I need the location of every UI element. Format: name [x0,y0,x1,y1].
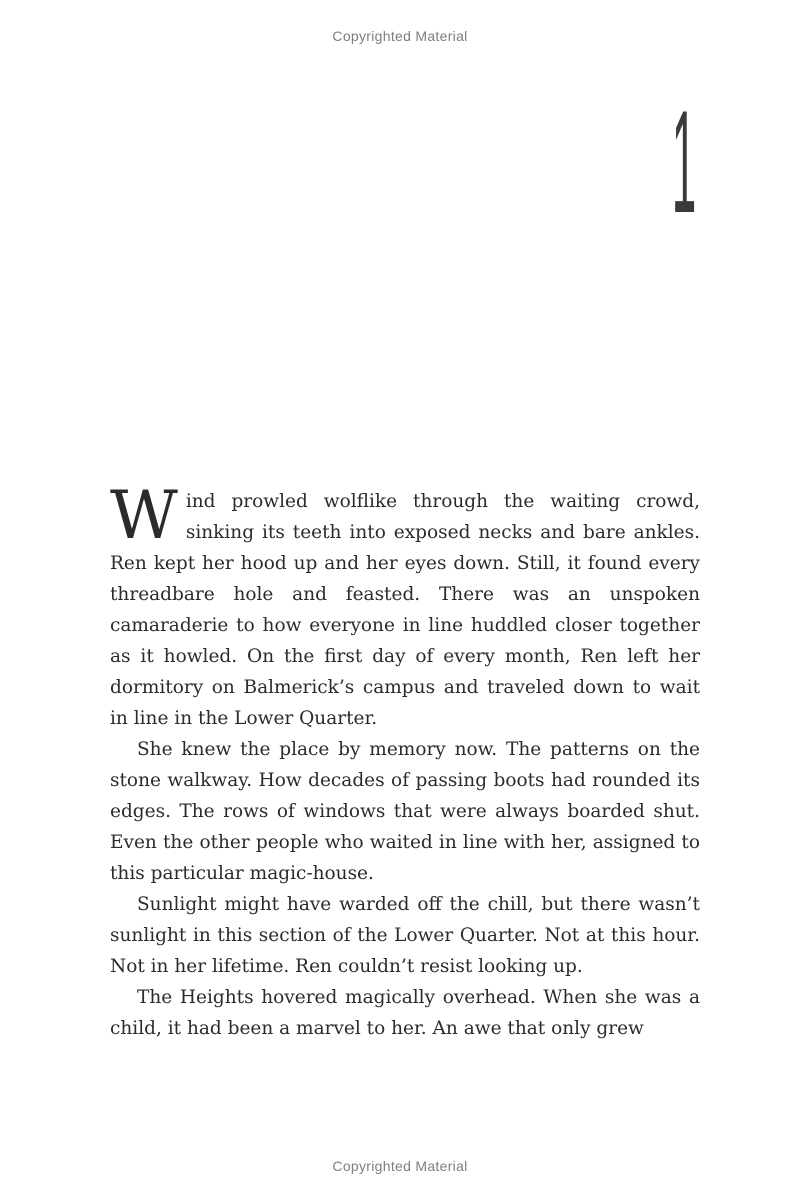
copyright-notice-top: Copyrighted Material [332,28,468,44]
paragraph: The Heights hovered magically overhead. When she was a child, it had been a marvel to her. An awe that only grew [110,987,700,1039]
chapter-body [110,477,700,1044]
opening-paragraph [110,477,700,734]
opening-paragraph-text: ind prowled wolflike through the waiting crowd, sinking its teeth into exposed necks and bare ankles. Ren kept her hood up and her eyes down. Still, it found every threadbare hole and feasted. There was an unspoken camaraderie to how everyone in line huddled closer together as it howled. On the first day of every month, Ren left her dormitory on Balmerick’s campus and traveled down to wait in line in the Lower Quarter. [110,491,700,729]
chapter-number: 1 [671,80,696,243]
copyright-notice-bottom: Copyrighted Material [332,1158,468,1174]
paragraph: She knew the place by memory now. The patterns on the stone walkway. How decades of passing boots had rounded its edges. The rows of windows that were always boarded shut. Even the other people who waited in line with her, assigned to this particular magic-house. [110,739,700,884]
drop-cap: W [110,477,178,554]
paragraph: Sunlight might have warded off the chill, but there wasn’t sunlight in this section of the Lower Quarter. Not at this hour. Not in her lifetime. Ren couldn’t resist looking up. [110,894,700,977]
